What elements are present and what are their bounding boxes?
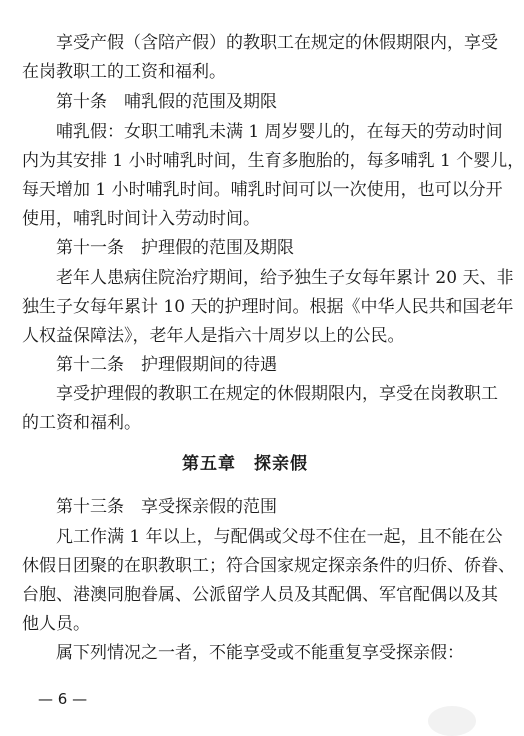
paragraph-line: 每天增加 1 小时哺乳时间。哺乳时间可以一次使用，也可以分开 xyxy=(22,180,503,200)
paragraph-line: 享受产假（含陪产假）的教职工在规定的休假期限内，享受 xyxy=(56,33,498,53)
paragraph-line: 内为其安排 1 小时哺乳时间，生育多胞胎的，每多哺乳 1 个婴儿， xyxy=(22,151,524,171)
paragraph-line: 在岗教职工的工资和福利。 xyxy=(22,62,226,82)
corner-shadow xyxy=(428,706,476,736)
article-heading: 第十二条 护理假期间的待遇 xyxy=(56,355,277,375)
paragraph-line: 休假日团聚的在职教职工；符合国家规定探亲条件的归侨、侨眷、 xyxy=(22,556,515,576)
paragraph-line: 享受护理假的教职工在规定的休假期限内，享受在岗教职工 xyxy=(56,384,498,404)
paragraph-line: 独生子女每年累计 10 天的护理时间。根据《中华人民共和国老年 xyxy=(22,297,514,317)
article-heading: 第十一条 护理假的范围及期限 xyxy=(56,238,294,258)
paragraph-line: 老年人患病住院治疗期间，给予独生子女每年累计 20 天、非 xyxy=(56,268,514,288)
paragraph-line: 他人员。 xyxy=(22,614,90,634)
paragraph-line: 使用，哺乳时间计入劳动时间。 xyxy=(22,209,260,229)
article-heading: 第十三条 享受探亲假的范围 xyxy=(56,497,277,517)
article-heading: 第十条 哺乳假的范围及期限 xyxy=(56,92,277,112)
paragraph-line: 台胞、港澳同胞眷属、公派留学人员及其配偶、军官配偶以及其 xyxy=(22,585,498,605)
paragraph-line: 人权益保障法》，老年人是指六十周岁以上的公民。 xyxy=(22,326,405,346)
paragraph-line: 属下列情况之一者，不能享受或不能重复享受探亲假： xyxy=(56,643,464,663)
paragraph-line: 凡工作满 1 年以上，与配偶或父母不住在一起，且不能在公 xyxy=(56,527,503,547)
paragraph-line: 的工资和福利。 xyxy=(22,413,141,433)
paragraph-line: 哺乳假：女职工哺乳未满 1 周岁婴儿的，在每天的劳动时间 xyxy=(56,122,503,142)
page-number: — 6 — xyxy=(38,690,88,708)
chapter-title: 第五章 探亲假 xyxy=(182,454,308,474)
